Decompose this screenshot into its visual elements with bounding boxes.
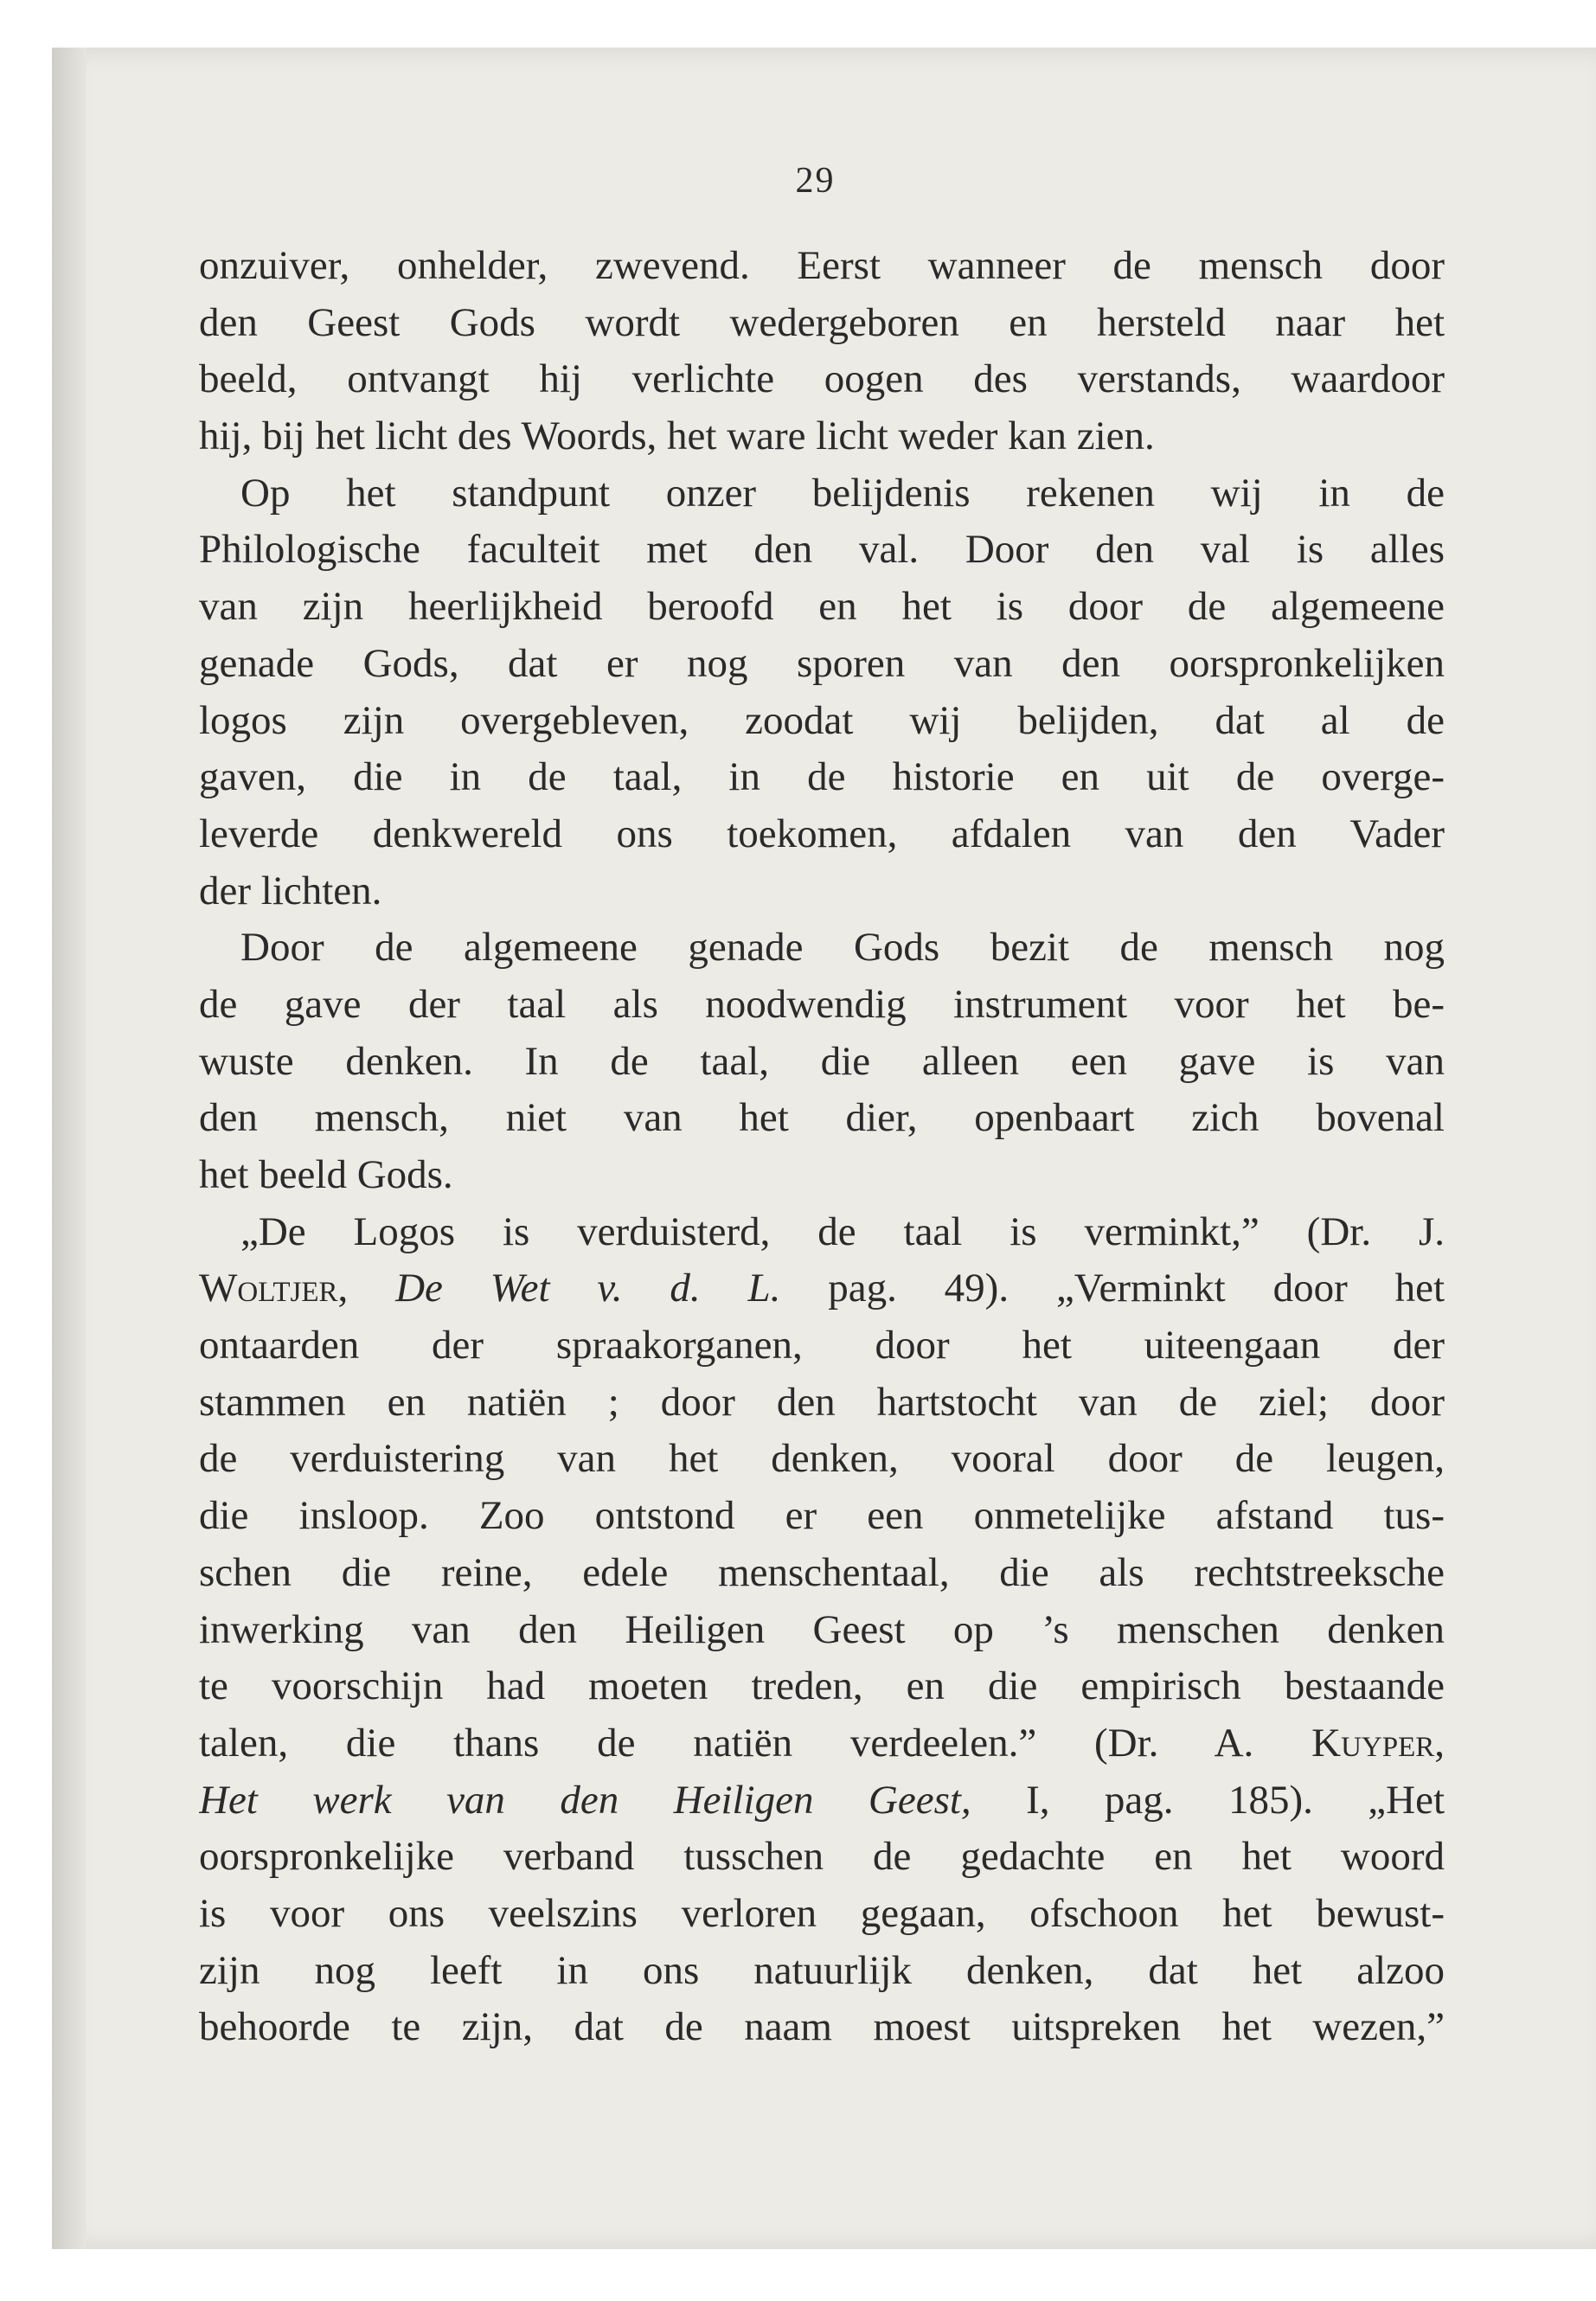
citation-rest: I, pag. 185). „Het [1026,1777,1445,1823]
book-title-wet: De Wet v. d. L. [395,1266,781,1311]
text-line: den Geest Gods wordt wedergeboren en hersteld naar het [199,299,1445,345]
text-line: zijn nog leeft in ons natuurlijk denken, dat het alzoo [199,1947,1445,1993]
text-line: inwerking van den Heiligen Geest op ’s menschen denken [199,1606,1445,1652]
text-line: Door de algemeene genade Gods bezit de mensch nog [240,925,1445,971]
text-line: hij, bij het licht des Woords, het ware licht weder kan zien. [199,413,1155,459]
author-name-woltjer: Woltjer, [199,1266,349,1311]
text-line: is voor ons veelszins verloren gegaan, ofschoon het bewust- [199,1890,1445,1936]
text-line: de verduistering van het denken, vooral door de leugen, [199,1436,1445,1482]
page-number: 29 [795,161,836,201]
text-line-citation-woltjer [199,1260,1445,1317]
text-line: beeld, ontvangt hij verlichte oogen des verstands, waardoor [199,356,1445,402]
text-line: den mensch, niet van het dier, openbaart zich bovenal [199,1095,1445,1141]
page-gutter-shadow [52,48,87,2249]
text-line: ontaarden der spraakorganen, door het uiteengaan der [199,1323,1445,1368]
text-line: Op het standpunt onzer belijdenis rekenen wij in de [240,470,1445,516]
text-line: genade Gods, dat er nog sporen van den oorspronkelijken [199,640,1445,686]
text-line: stammen en natiën ; door den hartstocht van de ziel; door [199,1379,1445,1425]
text-line: oorspronkelijke verband tusschen de gedachte en het woord [199,1834,1445,1880]
text-line: die insloop. Zoo ontstond er een onmetelijke afstand tus- [199,1493,1445,1539]
book-title-werk: Het werk van den Heiligen Geest, [199,1777,971,1823]
text-line: behoorde te zijn, dat de naam moest uitspreken het wezen,” [199,2004,1445,2050]
text-line: de gave der taal als noodwendig instrument voor het be- [199,981,1445,1027]
body-text [199,238,1445,2056]
text-line: wuste denken. In de taal, die alleen een gave is van [199,1038,1445,1084]
text-line: gaven, die in de taal, in de historie en uit de overge- [199,754,1445,800]
text-line: Philologische faculteit met den val. Door den val is alles [199,527,1445,573]
text-line: onzuiver, onhelder, zwevend. Eerst wanneer de mensch door [199,243,1445,288]
text-line: schen die reine, edele menschentaal, die als rechtstreeksche [199,1549,1445,1595]
citation-rest: pag. 49). „Verminkt door het [828,1266,1445,1311]
text-line: te voorschijn had moeten treden, en die empirisch bestaande [199,1663,1445,1709]
text-line-citation-kuyper-b [199,1772,1445,1830]
text-line: logos zijn overgebleven, zoodat wij belijden, dat al de [199,697,1445,743]
book-page [52,48,1596,2249]
author-name-kuyper: Kuyper, [1311,1720,1445,1766]
text-line: het beeld Gods. [199,1152,453,1197]
text-line-citation-kuyper-a [199,1715,1445,1772]
text-line: van zijn heerlijkheid beroofd en het is door de algemeene [199,584,1445,630]
text-line: „De Logos is verduisterd, de taal is verminkt,” (Dr. J. [240,1208,1445,1254]
text-line: leverde denkwereld ons toekomen, afdalen van den Vader [199,811,1445,856]
citation-prefix: talen, die thans de natiën verdeelen.” (Dr. A. [199,1720,1254,1766]
text-line: der lichten. [199,868,382,913]
